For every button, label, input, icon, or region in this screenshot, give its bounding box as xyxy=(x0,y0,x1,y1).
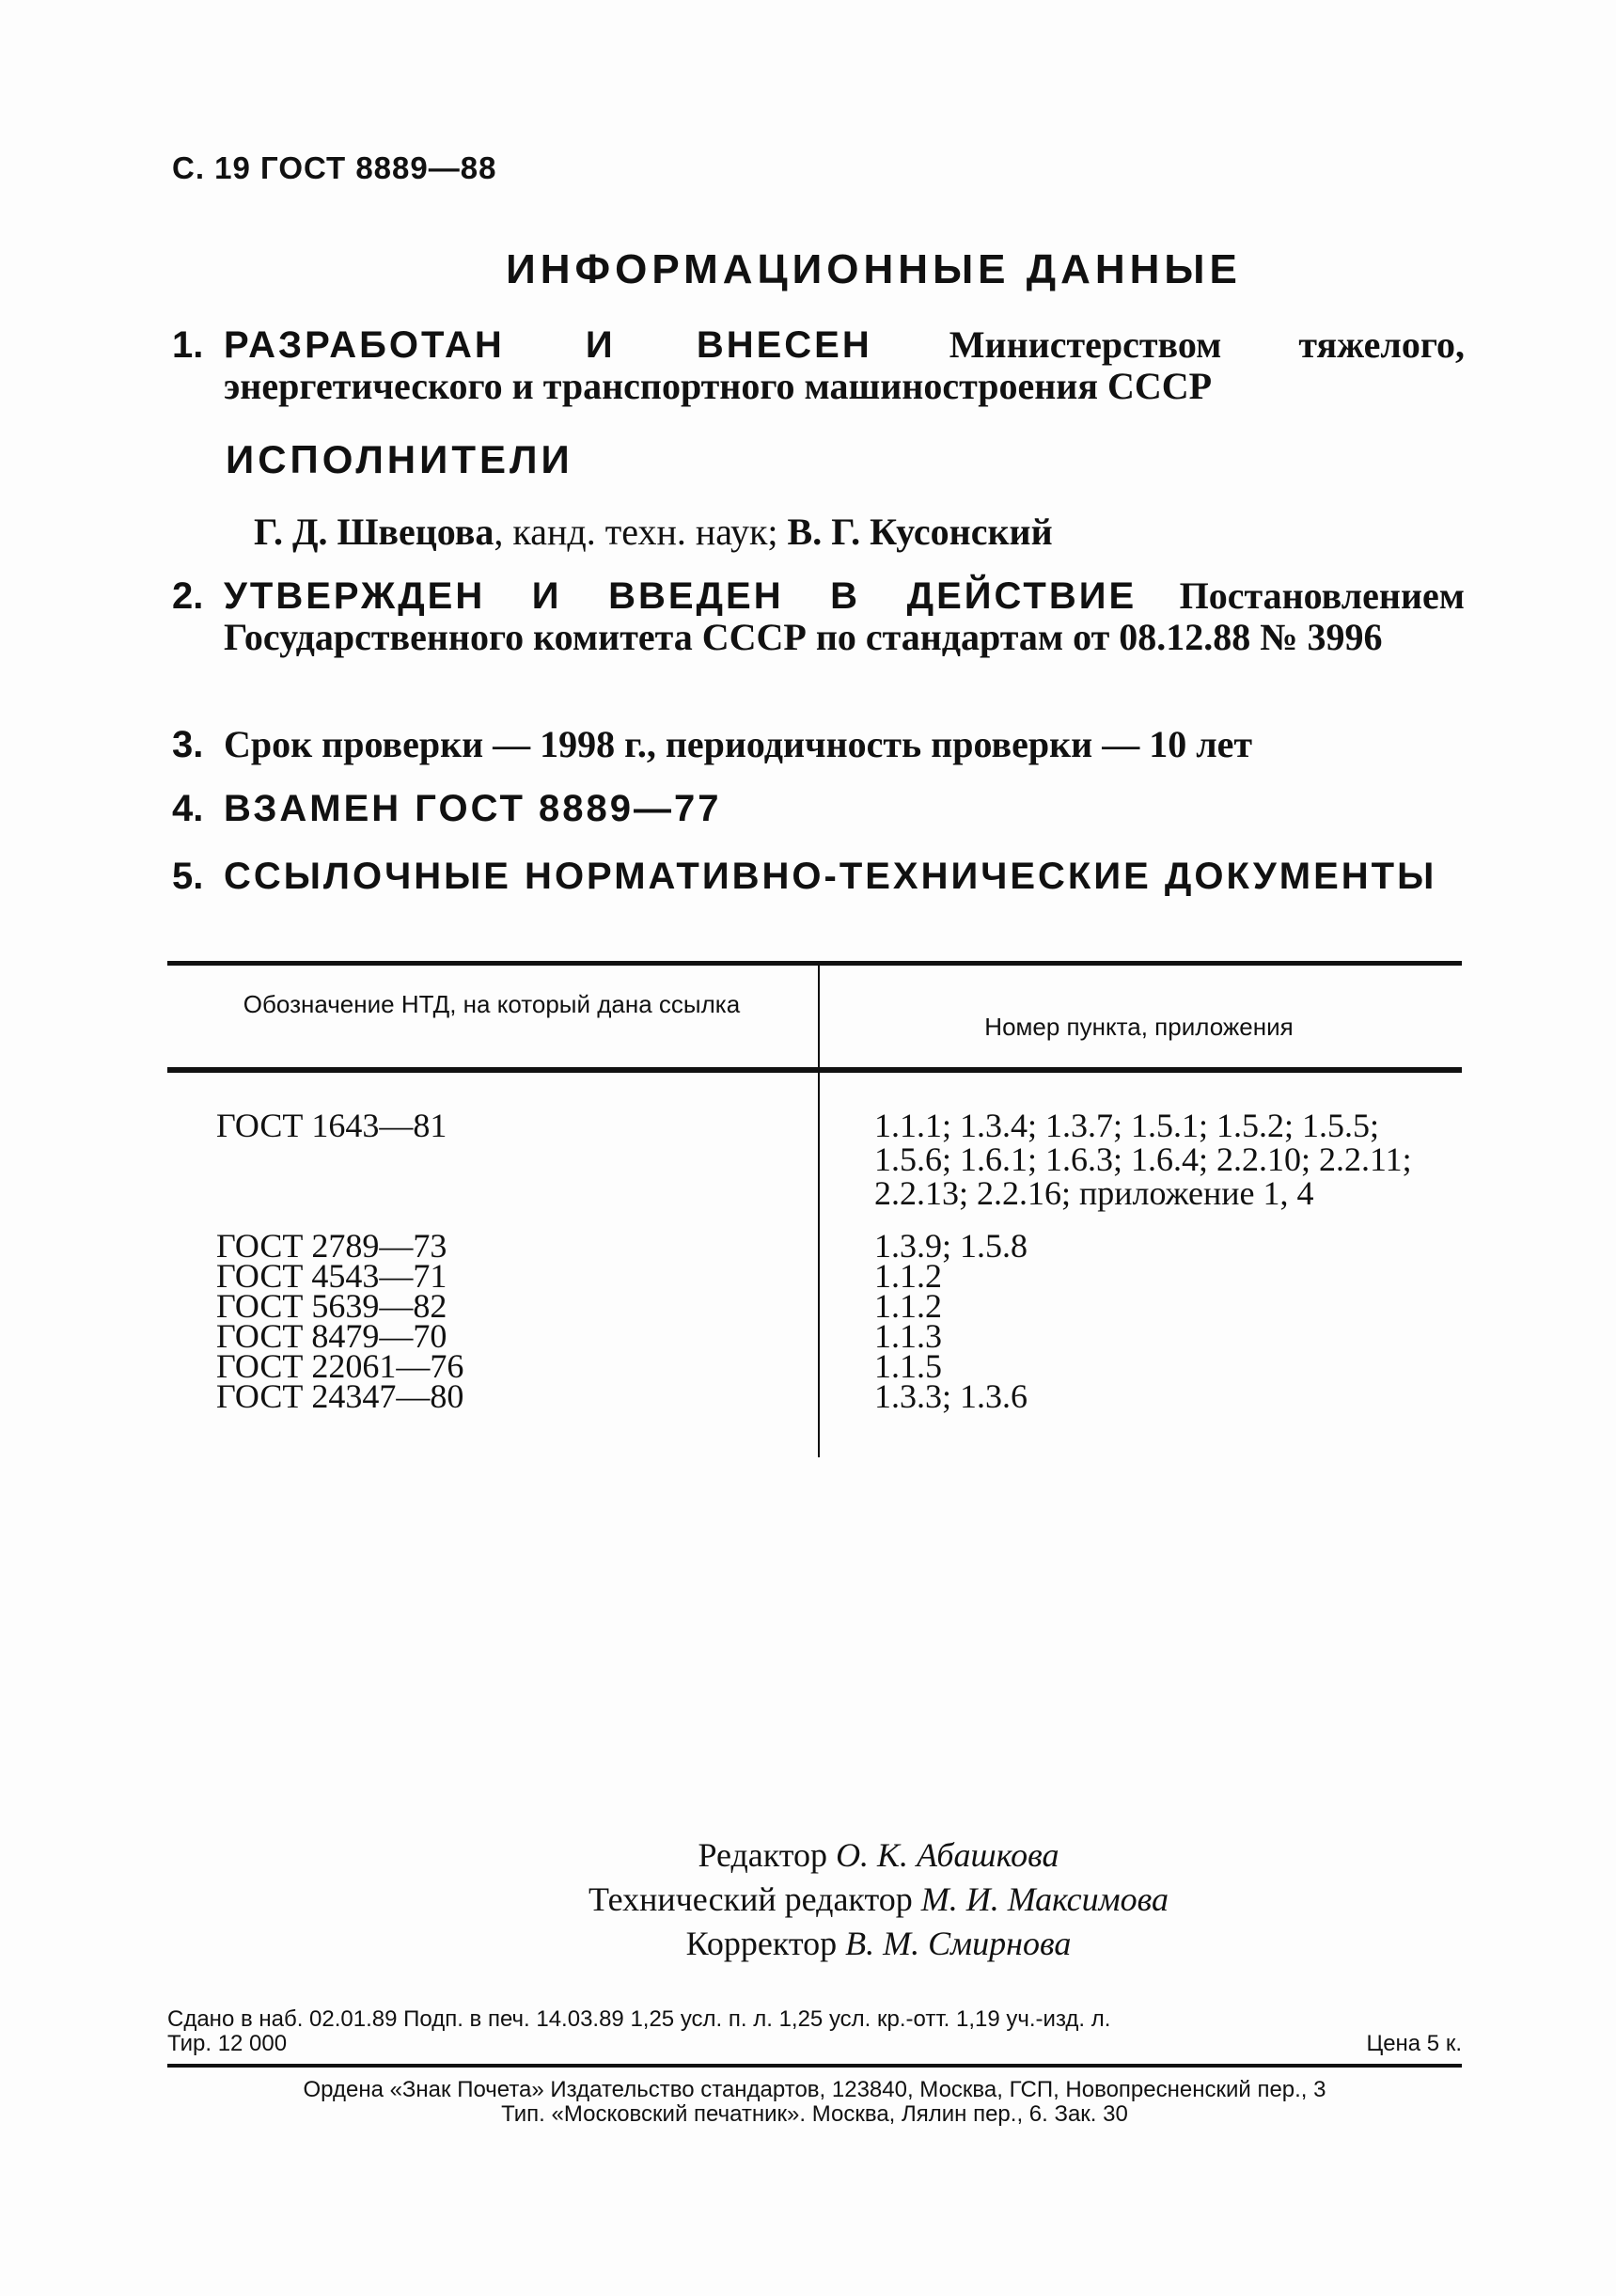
credits-block xyxy=(0,1833,1616,1966)
table-cell-document: ГОСТ 5639—82 xyxy=(216,1287,447,1325)
info-item-4 xyxy=(172,788,1465,829)
page-header: С. 19 ГОСТ 8889—88 xyxy=(172,150,497,185)
credit-editor xyxy=(141,1833,1616,1878)
table-body xyxy=(167,1073,1462,1468)
item-caption: РАЗРАБОТАН И ВНЕСЕН xyxy=(224,324,872,366)
column-header-clause: Номер пункта, приложения xyxy=(984,1013,1294,1041)
item-text: Срок проверки — 1998 г., периодичность проверки — 10 лет xyxy=(224,723,1253,765)
info-item-5 xyxy=(172,856,1465,897)
item-number: 5. xyxy=(172,856,204,897)
performers-heading: ИСПОЛНИТЕЛИ xyxy=(226,437,573,481)
table-cell-document: ГОСТ 1643—81 xyxy=(216,1107,447,1144)
table-header xyxy=(167,966,1462,1067)
credit-name: О. К. Абашкова xyxy=(836,1836,1059,1874)
imprint-line-1: Сдано в наб. 02.01.89 Подп. в печ. 14.03.89 1,25 усл. п. л. 1,25 усл. кр.-отт. 1,19 уч.-изд. л. xyxy=(167,2006,1111,2032)
item-number: 3. xyxy=(172,724,204,765)
imprint-circulation: Тир. 12 000 xyxy=(167,2031,288,2056)
table-cell-clause: 1.1.3 xyxy=(874,1317,942,1355)
imprint-price: Цена 5 к. xyxy=(1366,2031,1462,2056)
colophon-line-1: Ордена «Знак Почета» Издательство стандартов, 123840, Москва, ГСП, Новопресненский пер., 3 xyxy=(303,2077,1326,2102)
item-text: Постановлением Государственного комитета СССР по стандартам от 08.12.88 № 3996 xyxy=(224,574,1466,658)
table-cell-clause: 1.1.2 xyxy=(874,1257,942,1295)
credit-corrector xyxy=(141,1922,1616,1966)
credit-name: В. М. Смирнова xyxy=(845,1925,1072,1962)
credit-tech-editor xyxy=(141,1878,1616,1922)
credit-label: Технический редактор xyxy=(588,1880,921,1918)
table-cell-document: ГОСТ 24347—80 xyxy=(216,1377,464,1415)
item-number: 2. xyxy=(172,575,204,617)
page-title: ИНФОРМАЦИОННЫЕ ДАННЫЕ xyxy=(506,246,1242,292)
table-cell-document: ГОСТ 8479—70 xyxy=(216,1317,447,1355)
item-caption: ВЗАМЕН ГОСТ 8889—77 xyxy=(224,788,722,829)
table-cell-clause: 1.1.1; 1.3.4; 1.3.7; 1.5.1; 1.5.2; 1.5.5; 1.5.6; 1.6.1; 1.6.3; 1.6.4; 2.2.10; 2.2.11; 2.2.13; 2.2.16; приложение 1, 4 xyxy=(874,1107,1412,1212)
credit-label: Корректор xyxy=(685,1925,846,1962)
info-item-1 xyxy=(172,324,1465,407)
references-table xyxy=(167,961,1462,1468)
table-cell-document: ГОСТ 22061—76 xyxy=(216,1347,464,1385)
imprint-block xyxy=(167,2007,1462,2056)
performer-name: В. Г. Кусонский xyxy=(787,511,1053,553)
item-number: 4. xyxy=(172,788,204,829)
colophon-line-2: Тип. «Московский печатник». Москва, Лялин пер., 6. Зак. 30 xyxy=(501,2101,1128,2127)
credit-label: Редактор xyxy=(698,1836,837,1874)
info-item-3 xyxy=(172,724,1465,765)
table-cell-clause: 1.1.5 xyxy=(874,1347,942,1385)
credit-name: М. И. Максимова xyxy=(920,1880,1169,1918)
table-cell-clause: 1.3.3; 1.3.6 xyxy=(874,1377,1028,1415)
performer-title: , канд. техн. наук; xyxy=(494,511,788,553)
performer-name: Г. Д. Швецова xyxy=(254,511,494,553)
info-item-2 xyxy=(172,575,1465,658)
item-caption: ССЫЛОЧНЫЕ НОРМАТИВНО-ТЕХНИЧЕСКИЕ ДОКУМЕНТЫ xyxy=(224,856,1437,897)
item-number: 1. xyxy=(172,324,204,366)
item-text: Министерством тяжелого, энергетического и транспортного машиностроения СССР xyxy=(224,323,1465,407)
footer-rule xyxy=(167,2064,1462,2068)
table-column-divider xyxy=(818,966,820,1457)
table-cell-clause: 1.1.2 xyxy=(874,1287,942,1325)
table-cell-document: ГОСТ 2789—73 xyxy=(216,1227,447,1265)
table-cell-clause: 1.3.9; 1.5.8 xyxy=(874,1227,1028,1265)
performers-line xyxy=(254,510,1053,554)
item-caption: УТВЕРЖДЕН И ВВЕДЕН В ДЕЙСТВИЕ xyxy=(224,575,1137,617)
column-header-document: Обозначение НТД, на который дана ссылка xyxy=(243,990,741,1018)
colophon xyxy=(167,2078,1462,2127)
table-cell-document: ГОСТ 4543—71 xyxy=(216,1257,447,1295)
